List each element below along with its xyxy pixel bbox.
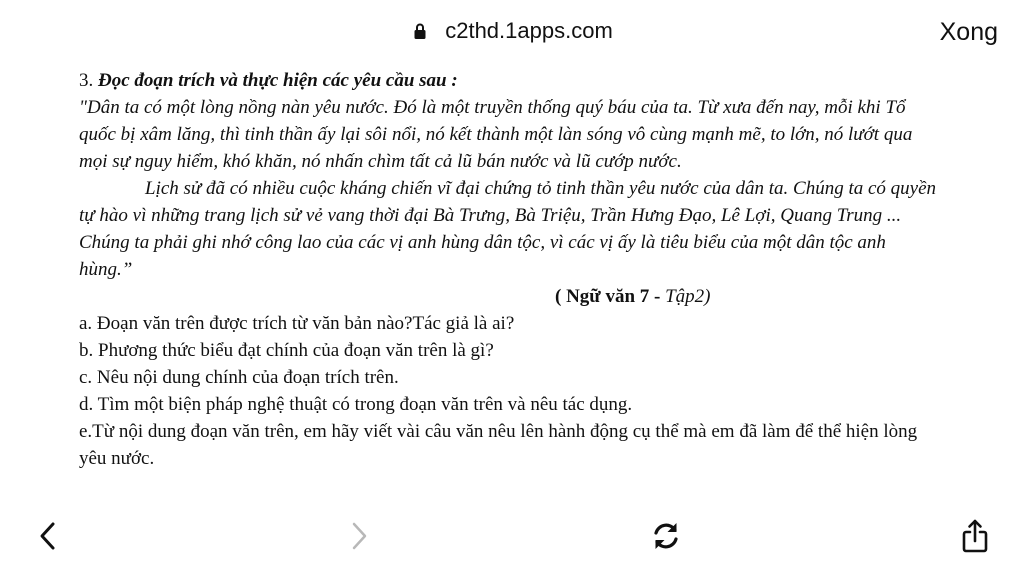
url-text: c2thd.1apps.com xyxy=(445,18,613,43)
forward-button[interactable] xyxy=(339,516,379,556)
question-item-d: d. Tìm một biện pháp nghệ thuật có trong đoạn văn trên và nêu tác dụng. xyxy=(79,394,633,415)
reload-button[interactable] xyxy=(646,516,686,556)
question-item-e: e.Từ nội dung đoạn văn trên, em hãy viết vài câu văn nêu lên hành động cụ thể mà em đã làm để thể hiện lòng yêu nước. xyxy=(79,421,918,469)
back-button[interactable] xyxy=(28,516,68,556)
done-button[interactable]: Xong xyxy=(939,18,998,46)
quote-paragraph-2: Lịch sử đã có nhiều cuộc kháng chiến vĩ đại chứng tỏ tinh thần yêu nước của dân ta. Chúng ta có quyền tự hào vì những trang lịch sử vẻ vang thời đại Bà Trưng, Bà Triệu, Trần Hưng Đạo, Lê Lợi, Quang Trung ... Chúng ta phải ghi nhớ công lao của các vị anh hùng dân tộc, vì các vị ấy là tiêu biểu của một dân tộc anh hùng.” xyxy=(79,178,937,280)
question-item-b: b. Phương thức biểu đạt chính của đoạn văn trên là gì? xyxy=(79,340,494,361)
chevron-right-icon xyxy=(349,521,369,551)
source-volume: Tập2) xyxy=(665,286,711,307)
chevron-left-icon xyxy=(38,521,58,551)
source-book: ( Ngữ văn 7 - xyxy=(555,286,666,307)
question-number: 3. xyxy=(79,70,94,91)
document-content xyxy=(79,67,939,472)
source-citation xyxy=(79,283,939,310)
address-bar[interactable] xyxy=(411,18,613,44)
share-button[interactable] xyxy=(955,516,995,556)
question-item-c: c. Nêu nội dung chính của đoạn trích trên. xyxy=(79,367,399,388)
browser-bottom-toolbar xyxy=(0,500,1024,576)
question-title: Đọc đoạn trích và thực hiện các yêu cầu sau : xyxy=(98,70,458,91)
quote-paragraph-1: "Dân ta có một lòng nồng nàn yêu nước. Đó là một truyền thống quý báu của ta. Từ xưa đến nay, mỗi khi Tổ quốc bị xâm lăng, thì tinh thần ấy lại sôi nổi, nó kết thành một làn sóng vô cùng mạnh mẽ, to lớn, nó lướt qua mọi sự nguy hiểm, khó khăn, nó nhấn chìm tất cả lũ bán nước và lũ cướp nước. xyxy=(79,97,913,172)
lock-icon xyxy=(411,22,429,40)
question-item-a: a. Đoạn văn trên được trích từ văn bản nào?Tác giả là ai? xyxy=(79,313,515,334)
question-heading xyxy=(79,67,939,94)
browser-top-bar xyxy=(0,0,1024,66)
share-icon xyxy=(960,518,990,554)
refresh-icon xyxy=(649,519,683,553)
